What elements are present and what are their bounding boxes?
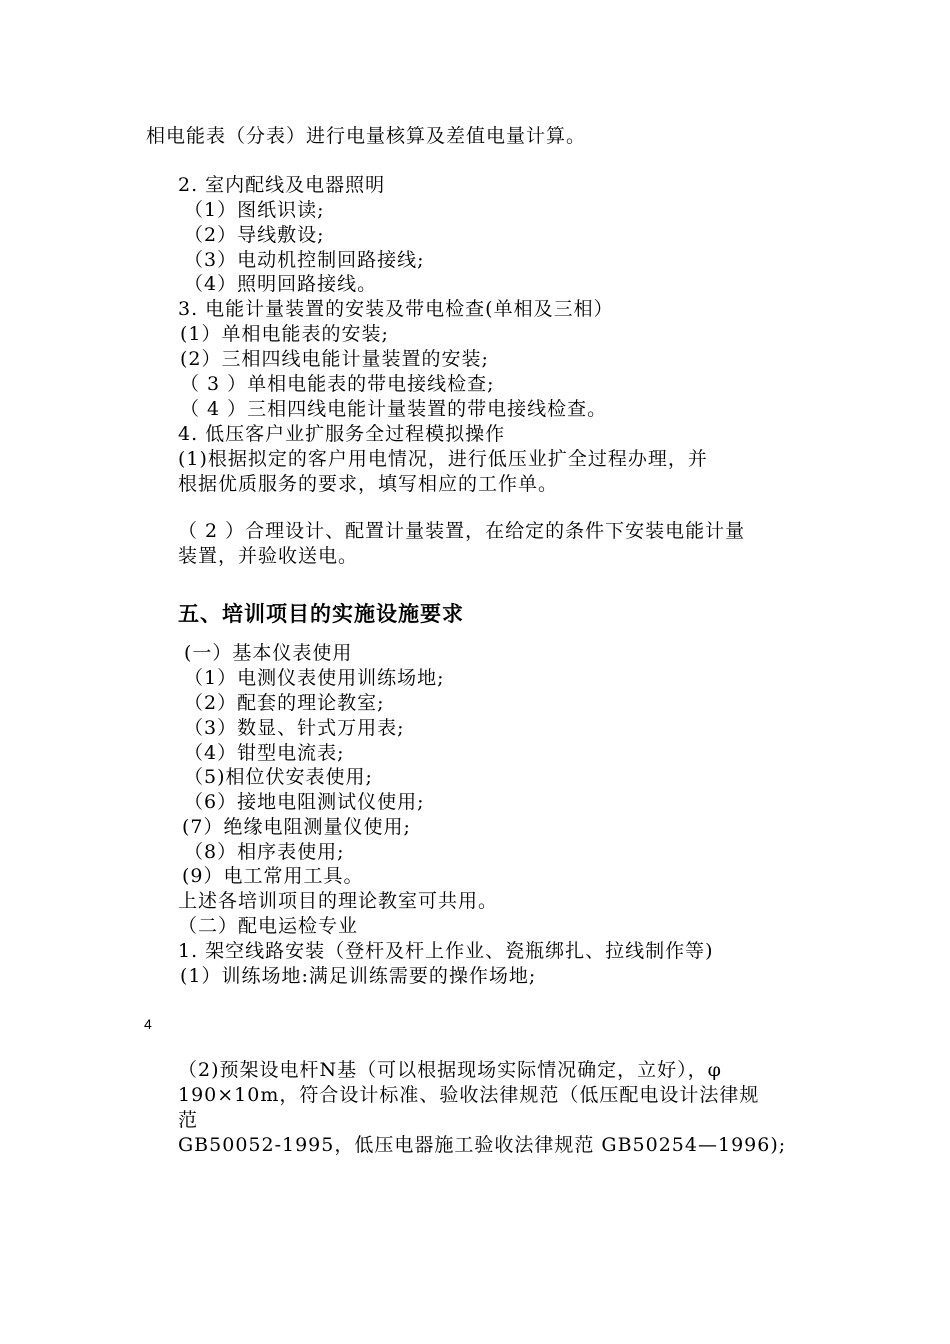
item-title: 1. 架空线路安装（登杆及杆上作业、瓷瓶绑扎、拉线制作等) xyxy=(178,940,714,962)
paragraph-line: (1)根据拟定的客户用电情况，进行低压业扩全过程办理，并 xyxy=(178,448,708,470)
list-item: (2）三相四线电能计量装置的安装; xyxy=(180,348,489,370)
paragraph-line: （ 2 ）合理设计、配置计量装置，在给定的条件下安装电能计量 xyxy=(178,520,746,542)
list-item: (1）单相电能表的安装; xyxy=(180,323,389,345)
paragraph-line: 根据优质服务的要求，填写相应的工作单。 xyxy=(178,473,559,495)
list-item: （4）钳型电流表; xyxy=(184,742,345,764)
paragraph-continuation: 相电能表（分表）进行电量核算及差值电量计算。 xyxy=(146,125,587,147)
list-item: （5)相位伏安表使用; xyxy=(184,766,373,788)
paragraph-line: GB50052-1995，低压电器施工验收法律规范 GB50254—1996); xyxy=(178,1134,787,1156)
paragraph-line: （2)预架设电杆N基（可以根据现场实际情况确定，立好），φ xyxy=(178,1059,722,1081)
list-item: （ 4 ）三相四线电能计量装置的带电接线检查。 xyxy=(180,398,608,420)
list-item: （1）图纸识读; xyxy=(184,199,325,221)
list-item: (7）绝缘电阻测量仪使用; xyxy=(182,816,411,838)
section-title-business: 4. 低压客户业扩服务全过程模拟操作 xyxy=(178,423,506,445)
section-title-wiring: 2. 室内配线及电器照明 xyxy=(178,174,386,196)
chapter-heading: 五、培训项目的实施设施要求 xyxy=(178,602,464,626)
list-item: （4）照明回路接线。 xyxy=(184,273,378,295)
list-item: (1）训练场地:满足训练需要的操作场地; xyxy=(180,965,537,987)
list-item: (9）电工常用工具。 xyxy=(182,865,364,887)
page-number: 4 xyxy=(144,1016,152,1032)
paragraph-line: 190×10m，符合设计标准、验收法律规范（低压配电设计法律规 xyxy=(178,1084,760,1106)
section-title-metering: 3. 电能计量装置的安装及带电检查(单相及三相） xyxy=(178,298,614,320)
list-item: （3）数显、针式万用表; xyxy=(184,717,405,739)
list-item: （2）导线敷设; xyxy=(184,224,325,246)
list-item: （6）接地电阻测试仪使用; xyxy=(184,791,425,813)
subsection-title-distribution: （二）配电运检专业 xyxy=(178,915,359,937)
note-line: 上述各培训项目的理论教室可共用。 xyxy=(178,890,499,912)
list-item: （3）电动机控制回路接线; xyxy=(184,249,425,271)
subsection-title-instruments: (一）基本仪表使用 xyxy=(184,642,353,664)
list-item: （2）配套的理论教室; xyxy=(184,692,385,714)
paragraph-line: 装置，并验收送电。 xyxy=(178,545,359,567)
paragraph-line: 范 xyxy=(178,1109,199,1131)
list-item: （8）相序表使用; xyxy=(184,841,345,863)
list-item: （ 3 ）单相电能表的带电接线检查; xyxy=(180,373,495,395)
list-item: （1）电测仪表使用训练场地; xyxy=(184,667,445,689)
